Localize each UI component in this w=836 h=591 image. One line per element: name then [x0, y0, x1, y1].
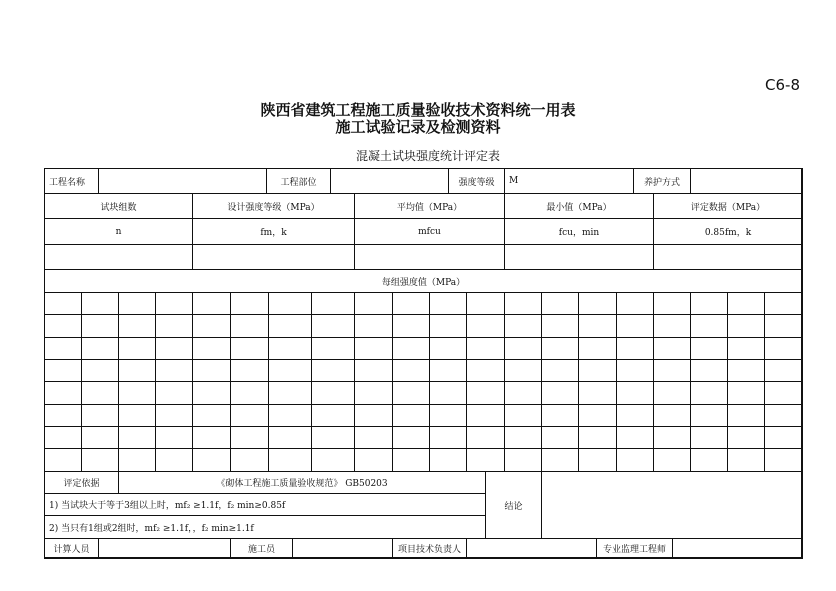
- strength-value-cell[interactable]: [653, 426, 691, 449]
- strength-value-cell[interactable]: [268, 381, 312, 405]
- value-field[interactable]: [504, 244, 654, 270]
- strength-value-cell[interactable]: [230, 292, 269, 315]
- strength-value-cell[interactable]: [504, 426, 542, 449]
- strength-value-cell[interactable]: [466, 404, 505, 427]
- strength-value-cell[interactable]: [311, 359, 355, 382]
- strength-value-cell[interactable]: [118, 359, 156, 382]
- strength-value-cell[interactable]: [504, 359, 542, 382]
- conclusion-label: 结论: [485, 471, 542, 539]
- strength-value-cell[interactable]: [311, 314, 355, 338]
- form-title: 陕西省建筑工程施工质量验收技术资料统一用表: [260, 101, 576, 119]
- strength-value-cell[interactable]: [192, 448, 231, 472]
- strength-value-cell[interactable]: [653, 314, 691, 338]
- strength-value-cell[interactable]: [192, 359, 231, 382]
- value-field[interactable]: [44, 244, 193, 270]
- basis-label: 评定依据: [44, 471, 119, 494]
- strength-value-cell[interactable]: [311, 337, 355, 360]
- strength-value-cell[interactable]: [118, 448, 156, 472]
- strength-value-cell[interactable]: [429, 359, 467, 382]
- calculator-label: 计算人员: [44, 538, 99, 559]
- strength-value-cell[interactable]: [155, 426, 193, 449]
- strength-value-cell[interactable]: [504, 448, 542, 472]
- strength-value-cell[interactable]: [466, 381, 505, 405]
- strength-value-cell[interactable]: [192, 381, 231, 405]
- strength-value-cell[interactable]: [429, 381, 467, 405]
- strength-value-cell[interactable]: [192, 404, 231, 427]
- form-code: C6-8: [765, 76, 800, 94]
- strength-value-cell[interactable]: [727, 314, 765, 338]
- strength-value-cell[interactable]: [690, 292, 728, 315]
- strength-value-cell[interactable]: [268, 448, 312, 472]
- strength-value-cell[interactable]: [727, 292, 765, 315]
- strength-value-cell[interactable]: [764, 314, 803, 338]
- strength-value-cell[interactable]: [392, 359, 430, 382]
- strength-value-cell[interactable]: [155, 337, 193, 360]
- strength-value-cell[interactable]: [81, 381, 119, 405]
- column-header: 最小值（MPa）: [504, 193, 654, 219]
- strength-value-cell[interactable]: [429, 404, 467, 427]
- value-field[interactable]: [653, 244, 803, 270]
- strength-value-cell[interactable]: [616, 448, 654, 472]
- builder-field[interactable]: [292, 538, 393, 559]
- strength-value-cell[interactable]: [690, 359, 728, 382]
- strength-value-cell[interactable]: [616, 292, 654, 315]
- strength-value-cell[interactable]: [616, 337, 654, 360]
- strength-value-cell[interactable]: [155, 404, 193, 427]
- project-part-field[interactable]: [330, 168, 449, 194]
- strength-value-cell[interactable]: [727, 426, 765, 449]
- strength-value-cell[interactable]: [268, 337, 312, 360]
- tech-lead-field[interactable]: [466, 538, 597, 559]
- strength-value-cell[interactable]: [541, 448, 579, 472]
- strength-value-cell[interactable]: [155, 292, 193, 315]
- strength-value-cell[interactable]: [230, 381, 269, 405]
- strength-value-cell[interactable]: [541, 314, 579, 338]
- strength-value-cell[interactable]: [764, 404, 803, 427]
- strength-value-cell[interactable]: [268, 426, 312, 449]
- strength-value-cell[interactable]: [578, 292, 617, 315]
- tech-lead-label: 项目技术负责人: [392, 538, 467, 559]
- strength-value-cell[interactable]: [268, 359, 312, 382]
- column-header: 评定数据（MPa）: [653, 193, 803, 219]
- strength-value-cell[interactable]: [311, 292, 355, 315]
- group-strength-header: 每组强度值（MPa）: [44, 269, 803, 293]
- strength-value-cell[interactable]: [466, 426, 505, 449]
- rule-1: 1) 当试块大于等于3组以上时，mf₂ ≥1.1f，f₂ min≥0.85f: [44, 493, 486, 516]
- strength-value-cell[interactable]: [44, 359, 82, 382]
- strength-value-cell[interactable]: [764, 448, 803, 472]
- strength-value-cell[interactable]: [118, 337, 156, 360]
- curing-method-label: 养护方式: [633, 168, 691, 194]
- strength-value-cell[interactable]: [354, 426, 393, 449]
- strength-value-cell[interactable]: [578, 448, 617, 472]
- strength-value-cell[interactable]: [268, 404, 312, 427]
- strength-value-cell[interactable]: [354, 314, 393, 338]
- strength-value-cell[interactable]: [118, 404, 156, 427]
- supervisor-label: 专业监理工程师: [596, 538, 673, 559]
- strength-value-cell[interactable]: [354, 337, 393, 360]
- column-symbol: fm，k: [192, 218, 355, 245]
- value-field[interactable]: [192, 244, 355, 270]
- strength-value-cell[interactable]: [429, 337, 467, 360]
- strength-value-cell[interactable]: [764, 337, 803, 360]
- strength-value-cell[interactable]: [429, 314, 467, 338]
- strength-value-cell[interactable]: [616, 359, 654, 382]
- strength-value-cell[interactable]: [392, 426, 430, 449]
- column-symbol: n: [44, 218, 193, 245]
- conclusion-field[interactable]: [541, 471, 803, 539]
- strength-value-cell[interactable]: [764, 426, 803, 449]
- strength-value-cell[interactable]: [504, 381, 542, 405]
- column-symbol: 0.85fm，k: [653, 218, 803, 245]
- strength-value-cell[interactable]: [44, 314, 82, 338]
- basis-value: 《砌体工程施工质量验收规范》 GB50203: [118, 471, 486, 494]
- strength-value-cell[interactable]: [192, 314, 231, 338]
- strength-value-cell[interactable]: [81, 404, 119, 427]
- strength-value-cell[interactable]: [429, 426, 467, 449]
- strength-value-cell[interactable]: [44, 381, 82, 405]
- project-name-field[interactable]: [98, 168, 267, 194]
- strength-value-cell[interactable]: [466, 292, 505, 315]
- curing-method-field[interactable]: [690, 168, 803, 194]
- strength-value-cell[interactable]: [392, 404, 430, 427]
- strength-value-cell[interactable]: [429, 448, 467, 472]
- strength-value-cell[interactable]: [230, 404, 269, 427]
- strength-value-cell[interactable]: [541, 337, 579, 360]
- strength-value-cell[interactable]: [727, 359, 765, 382]
- column-header: 平均值（MPa）: [354, 193, 505, 219]
- strength-value-cell[interactable]: [81, 292, 119, 315]
- strength-value-cell[interactable]: [81, 359, 119, 382]
- strength-value-cell[interactable]: [578, 381, 617, 405]
- strength-value-cell[interactable]: [44, 448, 82, 472]
- strength-value-cell[interactable]: [155, 381, 193, 405]
- strength-value-cell[interactable]: [155, 359, 193, 382]
- strength-value-cell[interactable]: [429, 292, 467, 315]
- strength-value-cell[interactable]: [578, 337, 617, 360]
- strength-value-cell[interactable]: [44, 337, 82, 360]
- strength-value-cell[interactable]: [354, 404, 393, 427]
- strength-value-cell[interactable]: [466, 359, 505, 382]
- strength-value-cell[interactable]: [118, 292, 156, 315]
- strength-value-cell[interactable]: [118, 426, 156, 449]
- strength-value-cell[interactable]: [392, 381, 430, 405]
- strength-value-cell[interactable]: [268, 314, 312, 338]
- rule-2: 2) 当只有1组或2组时，mf₂ ≥1.1f，，f₂ min≥1.1f: [44, 515, 486, 539]
- strength-value-cell[interactable]: [541, 359, 579, 382]
- strength-grade-label: 强度等级: [448, 168, 505, 194]
- strength-value-cell[interactable]: [230, 426, 269, 449]
- strength-value-cell[interactable]: [192, 292, 231, 315]
- strength-value-cell[interactable]: [541, 292, 579, 315]
- strength-value-cell[interactable]: [392, 337, 430, 360]
- strength-value-cell[interactable]: [578, 314, 617, 338]
- strength-value-cell[interactable]: [44, 426, 82, 449]
- strength-value-cell[interactable]: [311, 381, 355, 405]
- strength-value-cell[interactable]: [118, 381, 156, 405]
- strength-value-cell[interactable]: [504, 404, 542, 427]
- strength-value-cell[interactable]: [504, 292, 542, 315]
- strength-value-cell[interactable]: [230, 337, 269, 360]
- strength-value-cell[interactable]: [230, 314, 269, 338]
- strength-value-cell[interactable]: [192, 337, 231, 360]
- strength-value-cell[interactable]: [541, 404, 579, 427]
- strength-value-cell[interactable]: [155, 448, 193, 472]
- strength-value-cell[interactable]: [44, 292, 82, 315]
- strength-value-cell[interactable]: [690, 426, 728, 449]
- strength-value-cell[interactable]: [727, 337, 765, 360]
- strength-value-cell[interactable]: [118, 314, 156, 338]
- strength-value-cell[interactable]: [653, 359, 691, 382]
- project-part-label: 工程部位: [266, 168, 331, 194]
- value-field[interactable]: [354, 244, 505, 270]
- strength-value-cell[interactable]: [230, 359, 269, 382]
- strength-value-cell[interactable]: [690, 448, 728, 472]
- strength-value-cell[interactable]: [616, 314, 654, 338]
- strength-value-cell[interactable]: [81, 426, 119, 449]
- strength-value-cell[interactable]: [690, 314, 728, 338]
- strength-value-cell[interactable]: [727, 448, 765, 472]
- strength-value-cell[interactable]: [311, 448, 355, 472]
- strength-value-cell[interactable]: [155, 314, 193, 338]
- strength-value-cell[interactable]: [727, 404, 765, 427]
- strength-value-cell[interactable]: [578, 359, 617, 382]
- column-symbol: fcu，min: [504, 218, 654, 245]
- strength-value-cell[interactable]: [311, 426, 355, 449]
- strength-value-cell[interactable]: [653, 292, 691, 315]
- strength-value-cell[interactable]: [311, 404, 355, 427]
- strength-value-cell[interactable]: [354, 448, 393, 472]
- strength-value-cell[interactable]: [690, 404, 728, 427]
- strength-value-cell[interactable]: [764, 292, 803, 315]
- strength-value-cell[interactable]: [392, 292, 430, 315]
- strength-value-cell[interactable]: [653, 337, 691, 360]
- strength-value-cell[interactable]: [81, 314, 119, 338]
- strength-value-cell[interactable]: [653, 448, 691, 472]
- column-header: 设计强度等级（MPa）: [192, 193, 355, 219]
- form-subtitle: 施工试验记录及检测资料: [335, 118, 501, 136]
- strength-value-cell[interactable]: [392, 448, 430, 472]
- column-symbol: mfcu: [354, 218, 505, 245]
- column-header: 试块组数: [44, 193, 193, 219]
- strength-value-cell[interactable]: [616, 426, 654, 449]
- strength-value-cell[interactable]: [44, 404, 82, 427]
- strength-value-cell[interactable]: [392, 314, 430, 338]
- strength-value-cell[interactable]: [727, 381, 765, 405]
- strength-value-cell[interactable]: [653, 381, 691, 405]
- strength-value-cell[interactable]: [354, 292, 393, 315]
- strength-value-cell[interactable]: [541, 426, 579, 449]
- table-title: 混凝土试块强度统计评定表: [355, 149, 500, 163]
- strength-grade-field[interactable]: M: [504, 168, 634, 194]
- strength-value-cell[interactable]: [354, 359, 393, 382]
- strength-value-cell[interactable]: [764, 359, 803, 382]
- strength-value-cell[interactable]: [230, 448, 269, 472]
- strength-value-cell[interactable]: [81, 448, 119, 472]
- supervisor-field[interactable]: [672, 538, 803, 559]
- strength-value-cell[interactable]: [504, 314, 542, 338]
- strength-value-cell[interactable]: [616, 381, 654, 405]
- strength-value-cell[interactable]: [690, 381, 728, 405]
- builder-label: 施工员: [230, 538, 293, 559]
- strength-value-cell[interactable]: [268, 292, 312, 315]
- strength-value-cell[interactable]: [354, 381, 393, 405]
- strength-value-cell[interactable]: [690, 337, 728, 360]
- strength-value-cell[interactable]: [192, 426, 231, 449]
- strength-value-cell[interactable]: [504, 337, 542, 360]
- strength-value-cell[interactable]: [466, 337, 505, 360]
- strength-value-cell[interactable]: [466, 448, 505, 472]
- strength-value-cell[interactable]: [466, 314, 505, 338]
- strength-value-cell[interactable]: [81, 337, 119, 360]
- strength-value-cell[interactable]: [578, 404, 617, 427]
- strength-value-cell[interactable]: [541, 381, 579, 405]
- strength-value-cell[interactable]: [653, 404, 691, 427]
- strength-value-cell[interactable]: [578, 426, 617, 449]
- calculator-field[interactable]: [98, 538, 231, 559]
- strength-value-cell[interactable]: [764, 381, 803, 405]
- project-name-label: 工程名称: [44, 168, 99, 194]
- strength-value-cell[interactable]: [616, 404, 654, 427]
